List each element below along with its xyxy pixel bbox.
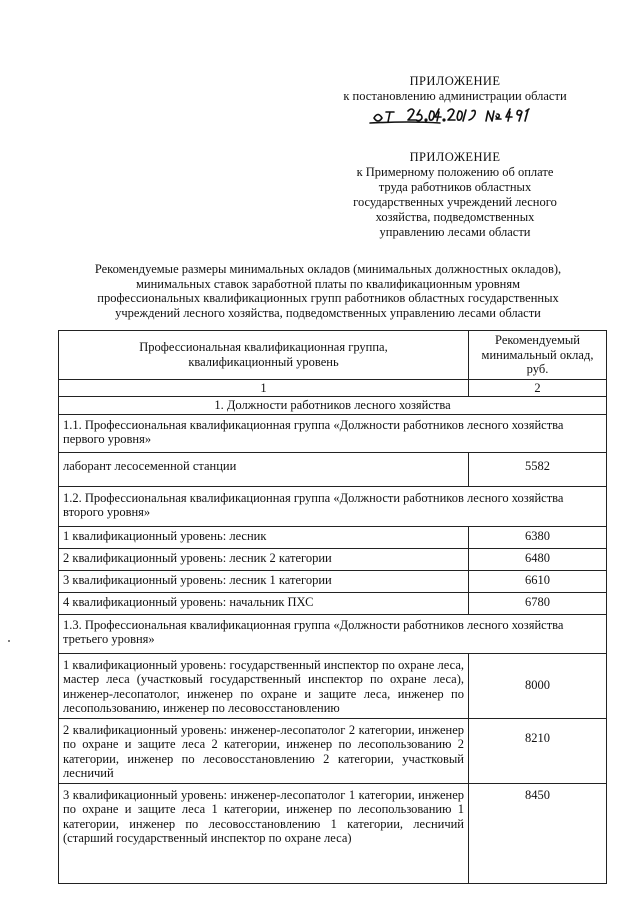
- col1-number: 1: [59, 379, 469, 397]
- annex-subtitle-1: к постановлению администрации области: [343, 89, 567, 103]
- table-row: [59, 570, 607, 592]
- salary-table: [58, 330, 607, 884]
- level-cell: 3 квалификационный уровень: инженер-лесопатолог 1 категории, инженер по охране и защите леса 1 категории, инженер по лесопользованию 1 категории, инженер по лесовосстановлению 1 категории, лесничий (старший государственный инспектор по охране леса): [59, 783, 469, 883]
- group-2-title: 1.2. Профессиональная квалификационная группа «Должности работников лесного хозяйства второго уровня»: [59, 486, 607, 526]
- col1-header: Профессиональная квалификационная группа, квалификационный уровень: [59, 331, 469, 380]
- level-cell: 2 квалификационный уровень: лесник 2 категории: [59, 548, 469, 570]
- scan-speck: [8, 640, 10, 642]
- heading-line-2: минимальных ставок заработной платы по квалификационным уровням: [135, 276, 521, 291]
- table-row: [59, 718, 607, 783]
- salary-cell: 8000: [469, 653, 607, 718]
- annex-line-4: хозяйства, подведомственных: [375, 210, 535, 224]
- group-row: [59, 486, 607, 526]
- level-cell: 2 квалификационный уровень: инженер-лесопатолог 2 категории, инженер по охране и защите леса 2 категории, инженер по лесопользованию 2 категории, инженер по лесовосстановлению 2 категории, участковый лесничий: [59, 718, 469, 783]
- section-row: [59, 397, 607, 415]
- annex-line-3: государственных учреждений лесного: [353, 195, 557, 209]
- group-row: [59, 414, 607, 452]
- col2-number: 2: [469, 379, 607, 397]
- salary-cell: 5582: [469, 452, 607, 486]
- heading-line-4: учреждений лесного хозяйства, подведомственных управлению лесами области: [115, 305, 541, 320]
- table-header-row: [59, 331, 607, 380]
- handwritten-date-signature: [368, 102, 548, 128]
- document-heading: [58, 262, 598, 320]
- table-row: [59, 653, 607, 718]
- annex-header-2: [330, 150, 580, 240]
- group-row: [59, 614, 607, 653]
- table-row: [59, 548, 607, 570]
- group-3-title: 1.3. Профессиональная квалификационная группа «Должности работников лесного хозяйства третьего уровня»: [59, 614, 607, 653]
- annex-line-1: к Примерному положению об оплате: [356, 165, 554, 179]
- salary-cell: 6610: [469, 570, 607, 592]
- level-cell: 4 квалификационный уровень: начальник ПХС: [59, 592, 469, 614]
- table-row: [59, 592, 607, 614]
- group-1-title: 1.1. Профессиональная квалификационная группа «Должности работников лесного хозяйства первого уровня»: [59, 414, 607, 452]
- annex-title-2: ПРИЛОЖЕНИЕ: [409, 150, 501, 164]
- level-cell: 1 квалификационный уровень: государственный инспектор по охране леса, мастер леса (участковый государственный инспектор по охране леса), инженер-лесопатолог, инженер по охране и защите леса, инженер по лесопользованию, инженер по лесовосстановлению: [59, 653, 469, 718]
- table-row: [59, 526, 607, 548]
- salary-cell: 6480: [469, 548, 607, 570]
- annex-header-1: [330, 74, 580, 104]
- table-row: [59, 452, 607, 486]
- salary-cell: 8450: [469, 783, 607, 883]
- section-title: 1. Должности работников лесного хозяйства: [59, 397, 607, 415]
- annex-title-1: ПРИЛОЖЕНИЕ: [409, 74, 501, 88]
- heading-line-3: профессиональных квалификационных групп работников областных государственных: [97, 291, 559, 305]
- heading-line-1: Рекомендуемые размеры минимальных окладов (минимальных должностных окладов),: [94, 262, 562, 276]
- level-cell: лаборант лесосеменной станции: [59, 452, 469, 486]
- table-row: [59, 783, 607, 883]
- level-cell: 1 квалификационный уровень: лесник: [59, 526, 469, 548]
- column-number-row: [59, 379, 607, 397]
- salary-cell: 8210: [469, 718, 607, 783]
- annex-line-2: труда работников областных: [378, 180, 532, 194]
- annex-line-5: управлению лесами области: [379, 225, 531, 239]
- salary-cell: 6380: [469, 526, 607, 548]
- level-cell: 3 квалификационный уровень: лесник 1 категории: [59, 570, 469, 592]
- col2-header: Рекомендуемый минимальный оклад, руб.: [469, 331, 607, 380]
- salary-cell: 6780: [469, 592, 607, 614]
